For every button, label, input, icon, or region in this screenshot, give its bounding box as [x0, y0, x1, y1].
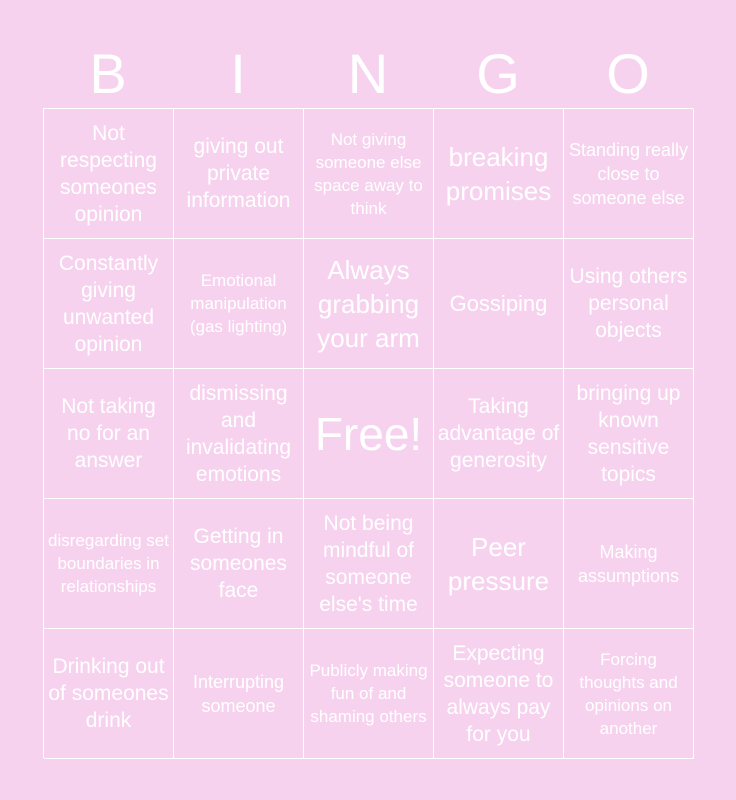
bingo-cell-text: Not giving someone else space away to think: [314, 129, 423, 218]
bingo-cell[interactable]: [174, 109, 304, 239]
bingo-header: [43, 40, 693, 108]
bingo-cell-text: Publicly making fun of and shaming others: [309, 661, 428, 726]
header-letter-o: O: [606, 42, 650, 105]
bingo-cell-text: Expecting someone to always pay for you: [443, 641, 554, 746]
bingo-cell-text: dismissing and invalidating emotions: [185, 381, 292, 486]
bingo-cell-text: Not being mindful of someone else's time: [319, 511, 418, 616]
bingo-cell[interactable]: [44, 369, 174, 499]
bingo-cell[interactable]: [564, 239, 694, 369]
bingo-cell[interactable]: [304, 239, 434, 369]
bingo-cell-text: Using others personal objects: [569, 265, 688, 342]
bingo-cell-text: Making assumptions: [577, 541, 680, 586]
bingo-cell[interactable]: [434, 499, 564, 629]
bingo-cell-text: Gossiping: [449, 291, 548, 316]
bingo-cell[interactable]: [174, 629, 304, 759]
bingo-cell-text: disregarding set boundaries in relationships: [48, 531, 169, 596]
bingo-cell[interactable]: [44, 109, 174, 239]
bingo-cell-text: giving out private information: [186, 135, 291, 212]
bingo-cell-text: Not respecting someones opinion: [60, 121, 157, 226]
bingo-cell[interactable]: [174, 239, 304, 369]
bingo-cell-text: Forcing thoughts and opinions on another: [579, 649, 678, 738]
bingo-cell[interactable]: [44, 499, 174, 629]
bingo-cell[interactable]: [564, 369, 694, 499]
bingo-cell-text: Interrupting someone: [192, 671, 285, 716]
bingo-cell-text: bringing up known sensitive topics: [576, 381, 681, 486]
bingo-cell-text: Peer pressure: [447, 531, 550, 596]
bingo-cell-text: Not taking no for an answer: [61, 395, 156, 472]
bingo-cell[interactable]: [304, 629, 434, 759]
bingo-cell-text: Drinking out of someones drink: [48, 655, 169, 732]
bingo-cell-text: Getting in someones face: [190, 525, 287, 602]
bingo-cell[interactable]: [434, 369, 564, 499]
bingo-cell[interactable]: [564, 629, 694, 759]
bingo-cell[interactable]: [304, 499, 434, 629]
header-letter-b: B: [89, 42, 127, 105]
bingo-cell-text: breaking promises: [445, 141, 552, 206]
bingo-cell[interactable]: [304, 109, 434, 239]
free-space-cell[interactable]: [304, 369, 434, 499]
free-space-text: Free!: [314, 407, 423, 460]
header-letter-i: I: [230, 42, 246, 105]
bingo-cell-text: Always grabbing your arm: [317, 254, 420, 353]
bingo-cell-text: Emotional manipulation (gas lighting): [189, 271, 288, 336]
bingo-cell[interactable]: [44, 239, 174, 369]
bingo-card-grid: [43, 108, 693, 758]
bingo-cell[interactable]: [174, 369, 304, 499]
bingo-cell[interactable]: [434, 629, 564, 759]
bingo-cell-text: Constantly giving unwanted opinion: [58, 251, 159, 356]
bingo-cell[interactable]: [44, 629, 174, 759]
bingo-cell[interactable]: [174, 499, 304, 629]
header-letter-g: G: [476, 42, 520, 105]
bingo-cell[interactable]: [564, 499, 694, 629]
bingo-cell-text: Taking advantage of generosity: [437, 395, 560, 472]
bingo-cell[interactable]: [434, 239, 564, 369]
header-letter-n: N: [347, 42, 389, 105]
bingo-cell[interactable]: [564, 109, 694, 239]
bingo-cell[interactable]: [434, 109, 564, 239]
bingo-cell-text: Standing really close to someone else: [568, 139, 689, 208]
